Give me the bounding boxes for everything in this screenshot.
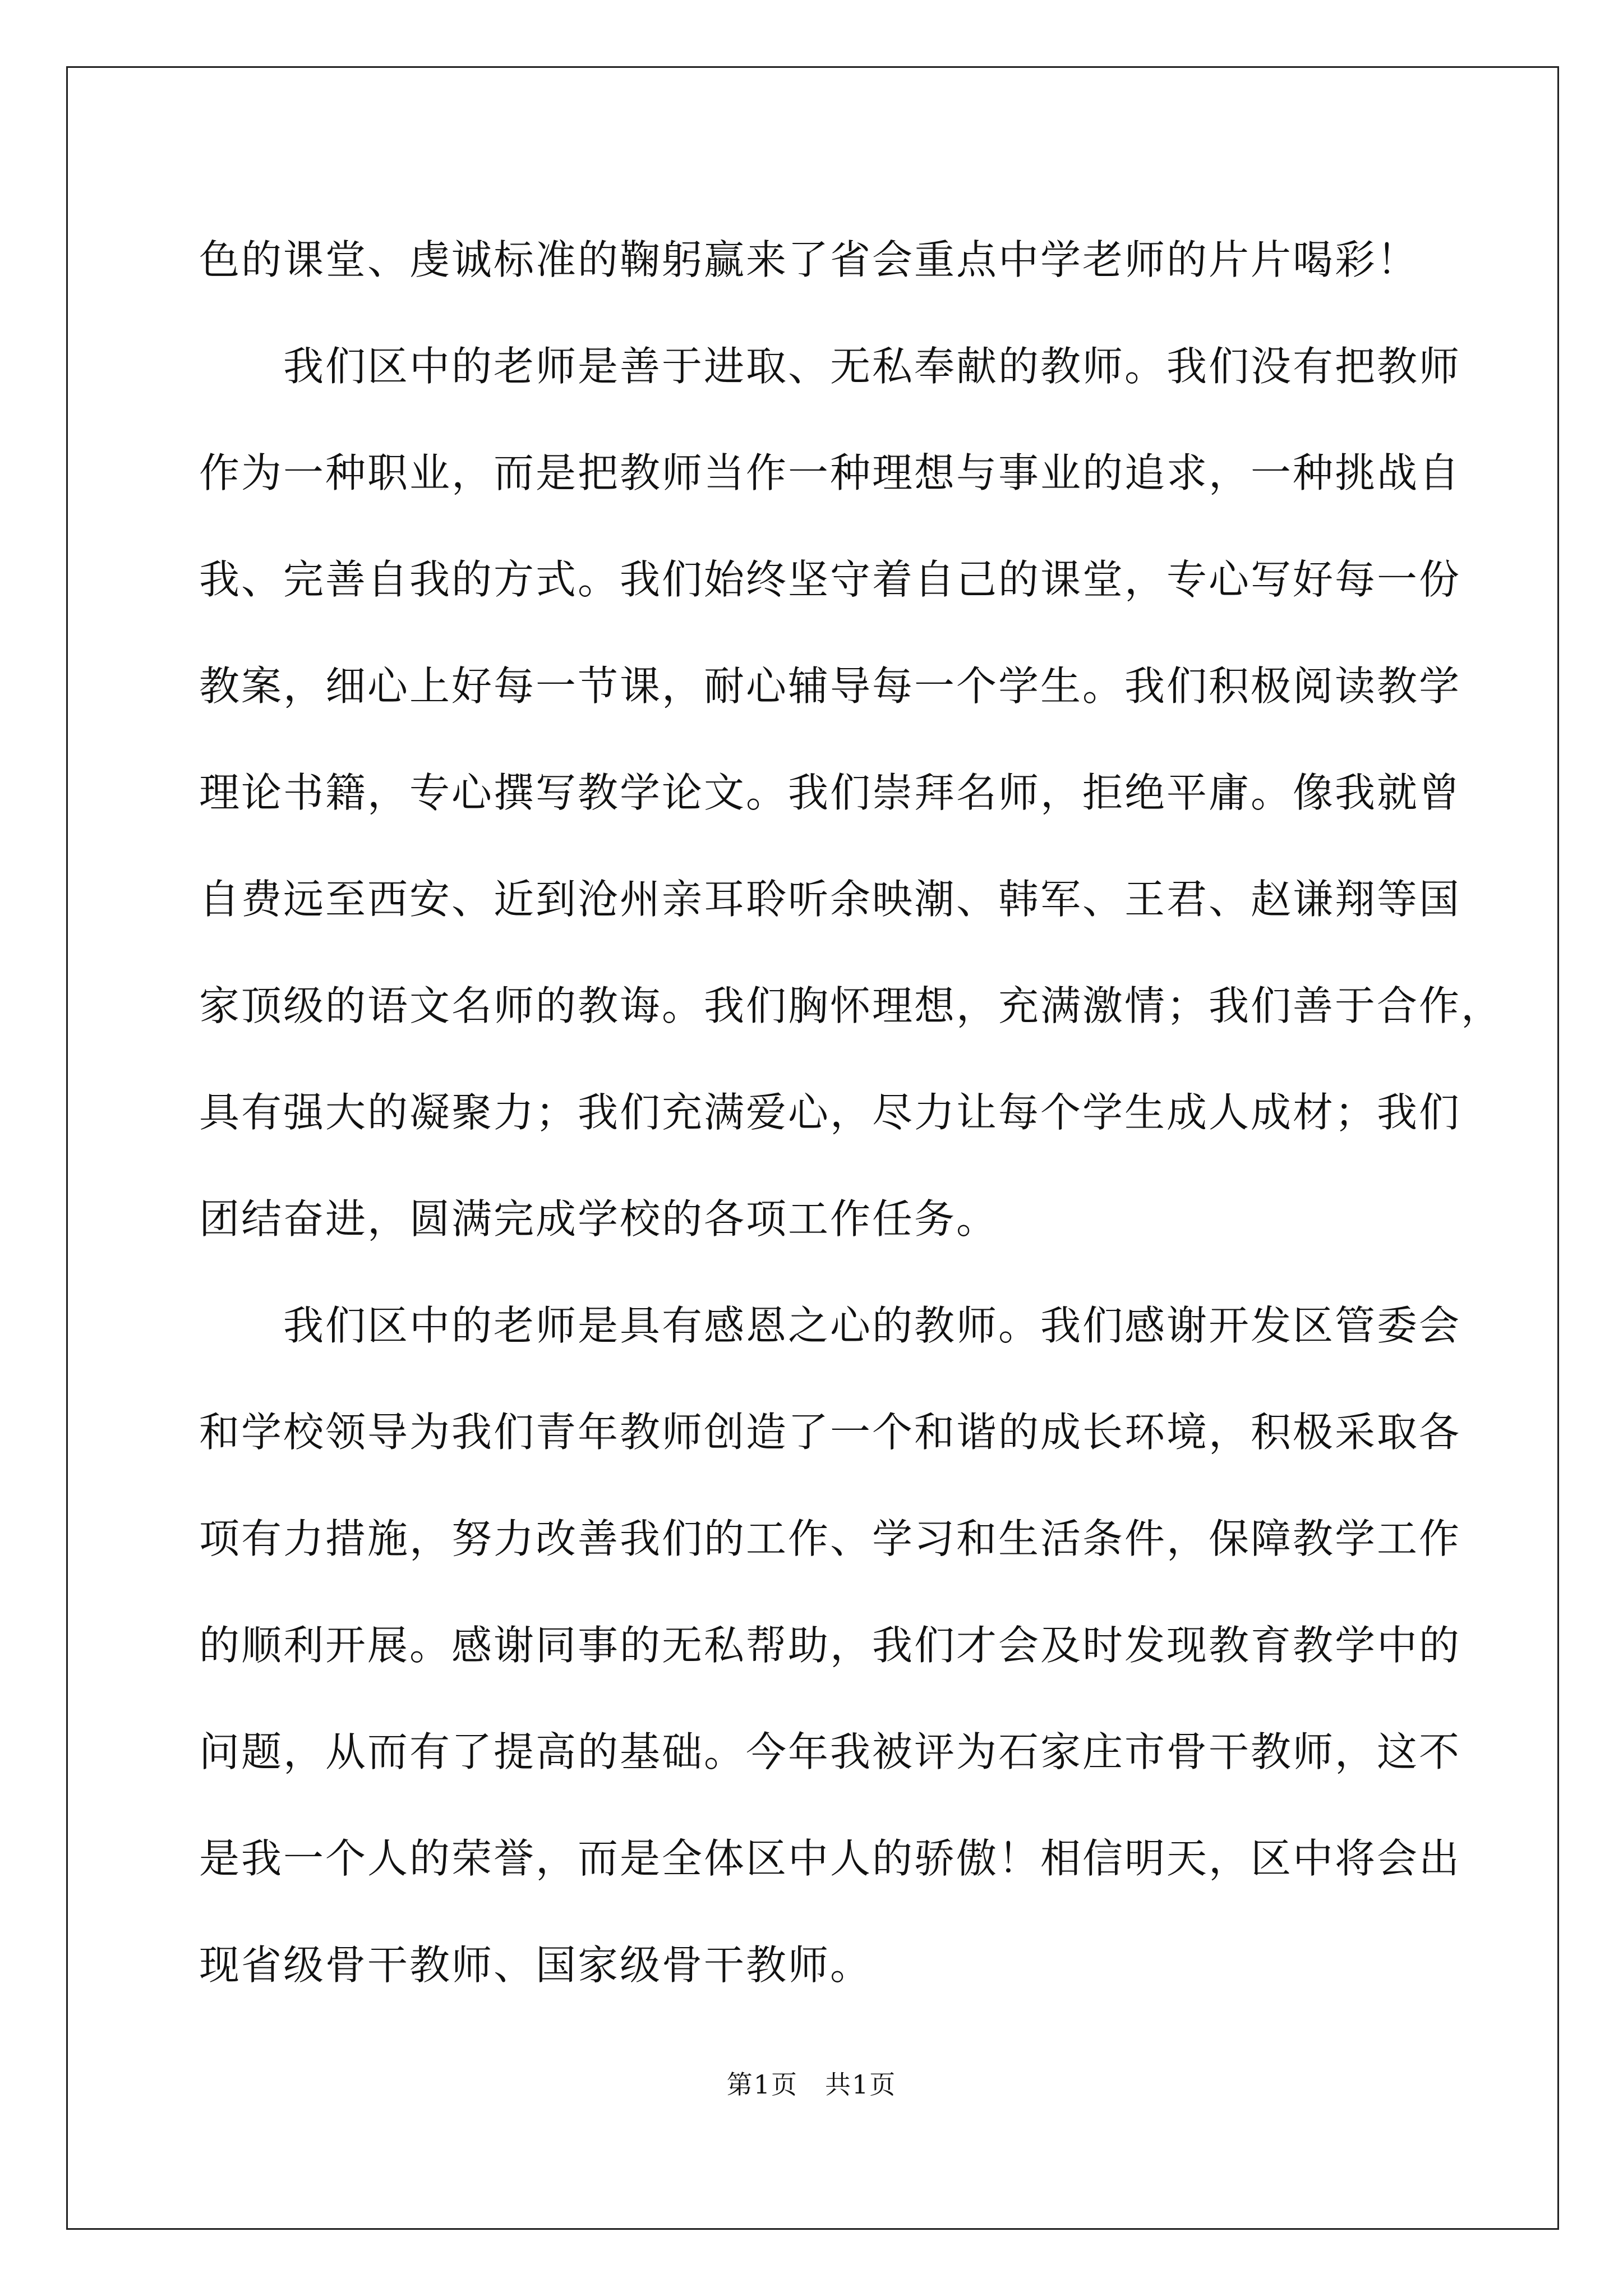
body-line: 是我一个人的荣誉，而是全体区中人的骄傲！相信明天，区中将会出 xyxy=(199,1835,1461,1882)
body-line: 教案，细心上好每一节课，耐心辅导每一个学生。我们积极阅读教学 xyxy=(199,662,1461,710)
body-line: 问题，从而有了提高的基础。今年我被评为石家庄市骨干教师，这不 xyxy=(199,1728,1461,1775)
body-line: 理论书籍，专心撰写教学论文。我们崇拜名师，拒绝平庸。像我就曾 xyxy=(199,769,1461,816)
body-line: 我、完善自我的方式。我们始终坚守着自己的课堂，专心写好每一份 xyxy=(199,556,1461,603)
body-line: 具有强大的凝聚力；我们充满爱心，尽力让每个学生成人成材；我们 xyxy=(199,1089,1461,1136)
paragraph-start-line: 我们区中的老师是善于进取、无私奉献的教师。我们没有把教师 xyxy=(283,343,1461,390)
body-line: 现省级骨干教师、国家级骨干教师。 xyxy=(199,1941,873,1989)
body-line: 的顺利开展。感谢同事的无私帮助，我们才会及时发现教育教学中的 xyxy=(199,1622,1461,1669)
paragraph-start-line: 我们区中的老师是具有感恩之心的教师。我们感谢开发区管委会 xyxy=(283,1302,1461,1349)
body-line: 项有力措施，努力改善我们的工作、学习和生活条件，保障教学工作 xyxy=(199,1515,1461,1562)
document-body xyxy=(199,206,1504,2018)
body-line: 和学校领导为我们青年教师创造了一个和谐的成长环境，积极采取各 xyxy=(199,1409,1461,1456)
body-line: 家顶级的语文名师的教诲。我们胸怀理想，充满激情；我们善于合作， xyxy=(199,982,1504,1029)
page-number-footer: 第1页 共1页 xyxy=(726,2069,897,2100)
body-line: 自费远至西安、近到沧州亲耳聆听余映潮、韩军、王君、赵谦翔等国 xyxy=(199,876,1461,923)
body-line: 团结奋进，圆满完成学校的各项工作任务。 xyxy=(199,1195,999,1243)
body-line: 作为一种职业，而是把教师当作一种理想与事业的追求，一种挑战自 xyxy=(199,449,1461,496)
body-line: 色的课堂、虔诚标准的鞠躬赢来了省会重点中学老师的片片喝彩！ xyxy=(199,236,1419,283)
